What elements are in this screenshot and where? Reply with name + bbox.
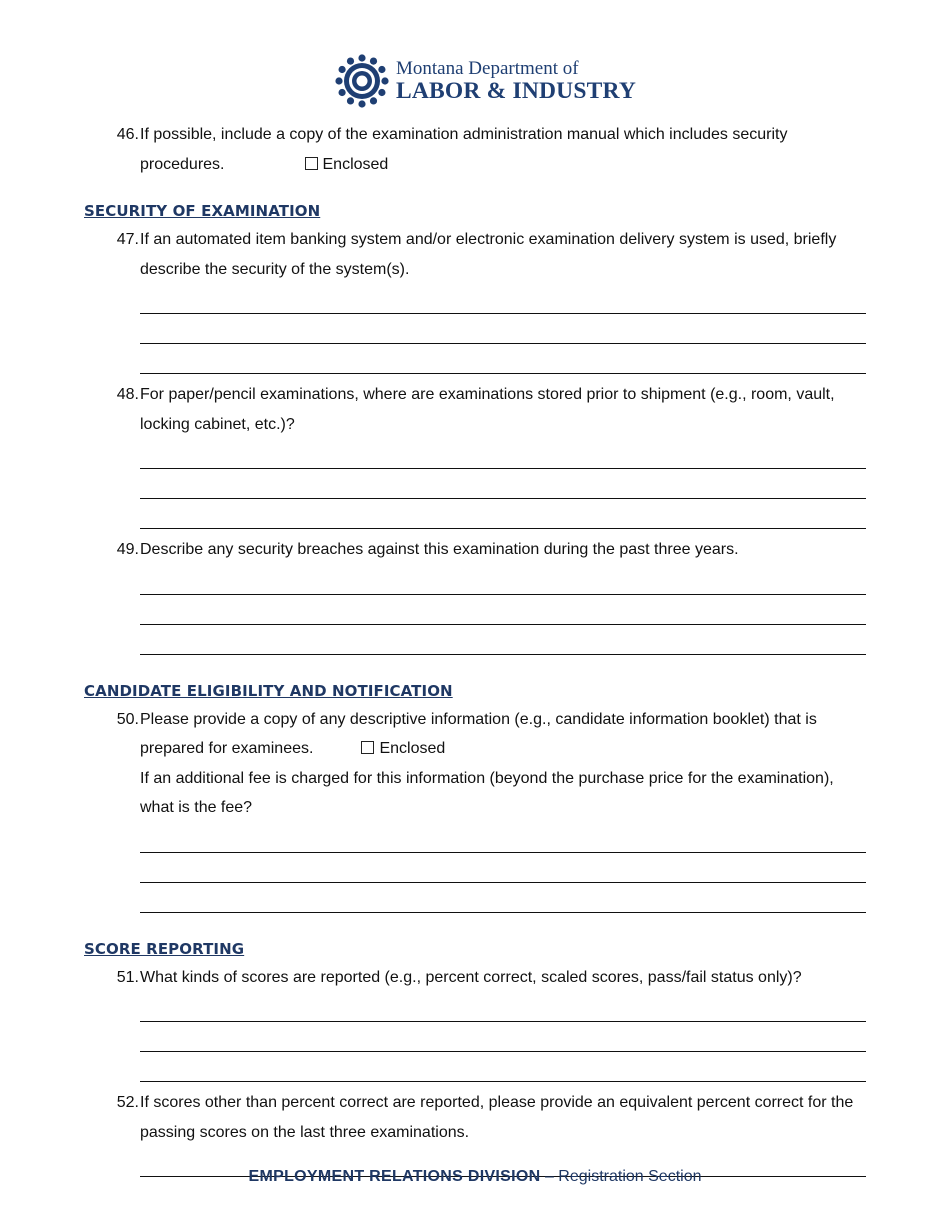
- answer-line[interactable]: [140, 595, 866, 625]
- question-number: 51.: [116, 968, 139, 986]
- enclosed-checkbox[interactable]: [361, 734, 445, 764]
- question-50: [84, 705, 866, 764]
- question-49: [84, 535, 866, 565]
- answer-line[interactable]: [140, 625, 866, 655]
- answer-line[interactable]: [140, 1022, 866, 1052]
- question-number: 52.: [116, 1094, 139, 1111]
- question-52: [84, 1088, 866, 1147]
- logo-agency-name: LABOR & INDUSTRY: [396, 78, 637, 104]
- answer-line[interactable]: [140, 1052, 866, 1082]
- gear-seal-icon: [334, 53, 390, 109]
- question-46: [84, 120, 866, 179]
- question-text: If scores other than percent correct are reported, please provide an equivalent percent correct for the passing scores on the last three examinations.: [140, 1094, 854, 1141]
- department-logo: [334, 53, 636, 109]
- question-number: 47.: [116, 231, 139, 248]
- question-number: 49.: [116, 541, 139, 558]
- answer-line[interactable]: [140, 314, 866, 344]
- question-47: [84, 225, 866, 284]
- form-content: [84, 120, 866, 1177]
- section-heading-security: SECURITY OF EXAMINATION: [84, 202, 321, 220]
- page-footer: [0, 1168, 950, 1186]
- enclosed-checkbox[interactable]: [305, 150, 389, 180]
- answer-line[interactable]: [140, 439, 866, 469]
- answer-line[interactable]: [140, 883, 866, 913]
- question-number: 46.: [116, 126, 139, 143]
- question-text: What kinds of scores are reported (e.g., percent correct, scaled scores, pass/fail status only)?: [140, 968, 802, 986]
- answer-line[interactable]: [140, 344, 866, 374]
- footer-section: – Registration Section: [544, 1168, 702, 1185]
- section-heading-score-reporting: SCORE REPORTING: [84, 939, 245, 958]
- question-text: If an automated item banking system and/or electronic examination delivery system is used, briefly describe the security of the system(s).: [140, 231, 837, 278]
- answer-line[interactable]: [140, 284, 866, 314]
- question-text: If possible, include a copy of the examination administration manual which includes security procedures.: [140, 126, 788, 173]
- checkbox-label: Enclosed: [322, 155, 389, 173]
- logo-department-name: Montana Department of: [396, 58, 579, 79]
- section-heading-eligibility: CANDIDATE ELIGIBILITY AND NOTIFICATION: [84, 681, 453, 700]
- answer-line[interactable]: [140, 823, 866, 853]
- checkbox-icon[interactable]: [361, 741, 374, 754]
- checkbox-label: Enclosed: [379, 740, 446, 757]
- answer-line[interactable]: [140, 499, 866, 529]
- question-text: Please provide a copy of any descriptive information (e.g., candidate information booklet) that is prepared for examinees.: [140, 710, 817, 757]
- question-number: 50.: [116, 710, 139, 728]
- answer-line[interactable]: [140, 992, 866, 1022]
- fee-question-text: If an additional fee is charged for this information (beyond the purchase price for the examination), what is the fee?: [140, 769, 834, 816]
- answer-line[interactable]: [140, 469, 866, 499]
- answer-line[interactable]: [140, 853, 866, 883]
- footer-division: EMPLOYMENT RELATIONS DIVISION: [248, 1168, 541, 1185]
- question-48: [84, 380, 866, 439]
- checkbox-icon[interactable]: [305, 157, 318, 170]
- question-text: For paper/pencil examinations, where are examinations stored prior to shipment (e.g., room, vault, locking cabinet, etc.)?: [140, 386, 835, 433]
- question-number: 48.: [116, 386, 139, 403]
- question-text: Describe any security breaches against this examination during the past three years.: [140, 541, 739, 558]
- answer-line[interactable]: [140, 565, 866, 595]
- question-51: [84, 963, 866, 993]
